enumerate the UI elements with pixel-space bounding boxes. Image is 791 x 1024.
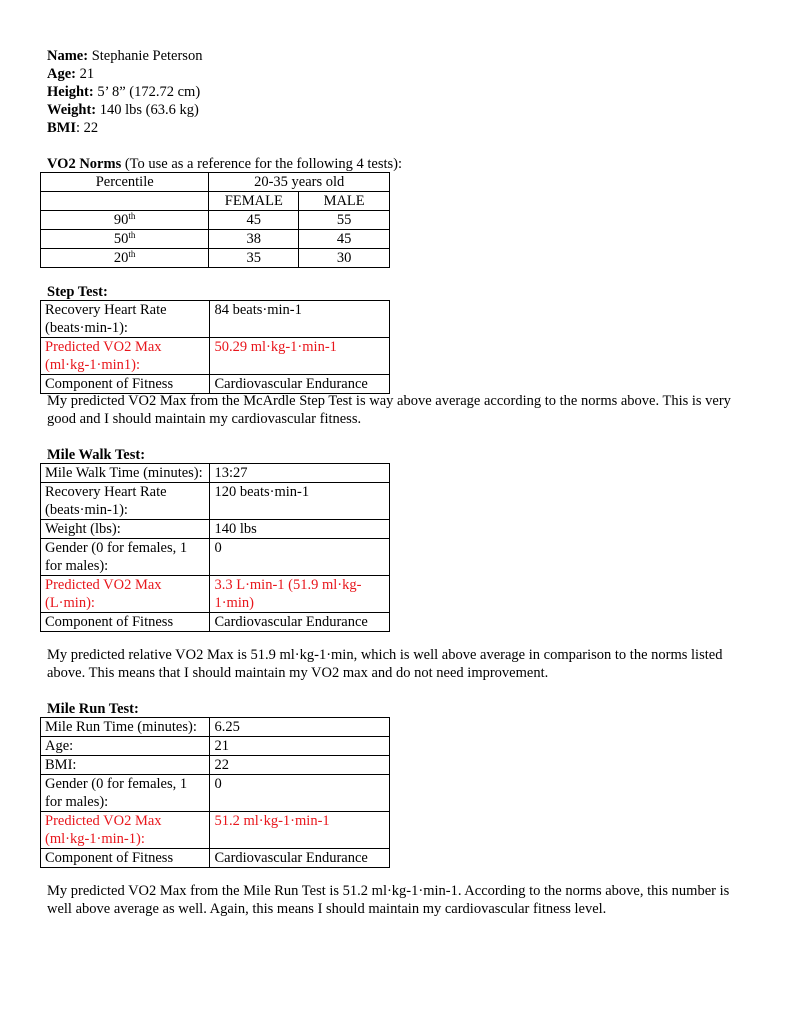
table-row [41, 756, 390, 775]
table-row [41, 483, 390, 520]
row-value: 21 [210, 737, 390, 756]
norms-col-percentile: Percentile [41, 173, 209, 192]
table-row [41, 520, 390, 539]
row-value: 3.3 L·min-1 (51.9 ml·kg-1·min) [210, 576, 390, 613]
step-test-table [40, 300, 390, 394]
row-value: 0 [210, 775, 390, 812]
mile-walk-summary: My predicted relative VO2 Max is 51.9 ml·kg-1·min, which is well above average in comparison to the norms listed above. This means that I should maintain my VO2 max and do not need improvement. [47, 647, 723, 681]
norms-row [41, 249, 390, 268]
name-label: Name: [47, 48, 89, 64]
mile-walk-heading-line [47, 446, 145, 464]
row-value: 84 beats·min-1 [210, 301, 390, 338]
row-label: Age: [41, 737, 210, 756]
mile-run-summary: My predicted VO2 Max from the Mile Run Test is 51.2 ml·kg-1·min-1. According to the norms above, this number is well above average as well. Again, this means I should maintain my cardiovascular fitness level. [47, 883, 730, 917]
norms-row [41, 230, 390, 249]
row-label: Component of Fitness [41, 613, 210, 632]
row-value: 50.29 ml·kg-1·min-1 [210, 338, 390, 375]
norms-heading-note: (To use as a reference for the following 4 tests): [124, 156, 403, 172]
age-label: Age: [47, 66, 76, 82]
norms-female-value: 45 [209, 211, 299, 230]
mile-walk-table [40, 463, 390, 632]
row-label: Mile Run Time (minutes): [41, 718, 210, 737]
height-line [47, 83, 200, 101]
age-value: 21 [79, 66, 95, 82]
age-line [47, 65, 94, 83]
norms-heading: VO2 Norms [47, 156, 122, 172]
name-line [47, 47, 202, 65]
norms-empty-cell [41, 192, 209, 211]
bmi-label: BMI [47, 120, 76, 136]
bmi-line [47, 119, 98, 137]
norms-col-age: 20-35 years old [209, 173, 390, 192]
row-label: Component of Fitness [41, 849, 210, 868]
mile-run-heading-line [47, 700, 139, 718]
norms-male-value: 45 [299, 230, 390, 249]
table-row [41, 539, 390, 576]
table-row [41, 775, 390, 812]
step-test-heading: Step Test: [47, 284, 108, 300]
norms-female-value: 38 [209, 230, 299, 249]
table-row [41, 849, 390, 868]
norms-heading-line [47, 155, 402, 173]
table-row [41, 812, 390, 849]
row-label: Mile Walk Time (minutes): [41, 464, 210, 483]
bmi-value: : 22 [76, 120, 99, 136]
row-value: Cardiovascular Endurance [210, 375, 390, 394]
row-value: 6.25 [210, 718, 390, 737]
norms-table [40, 172, 390, 268]
row-value: Cardiovascular Endurance [210, 613, 390, 632]
step-test-summary: My predicted VO2 Max from the McArdle Step Test is way above average according to the norms above. This is very good and I should maintain my cardiovascular fitness. [47, 393, 731, 427]
row-value: 0 [210, 539, 390, 576]
row-label: Gender (0 for females, 1 for males): [41, 539, 210, 576]
table-row [41, 718, 390, 737]
mile-run-heading: Mile Run Test: [47, 701, 139, 717]
norms-col-female: FEMALE [209, 192, 299, 211]
weight-label: Weight: [47, 102, 97, 118]
row-value: Cardiovascular Endurance [210, 849, 390, 868]
row-label: Recovery Heart Rate (beats·min-1): [41, 301, 210, 338]
row-value: 13:27 [210, 464, 390, 483]
row-label: Weight (lbs): [41, 520, 210, 539]
weight-line [47, 101, 199, 119]
height-value: 5’ 8” (172.72 cm) [97, 84, 201, 100]
norms-row [41, 211, 390, 230]
row-value: 22 [210, 756, 390, 775]
row-label: Recovery Heart Rate (beats·min-1): [41, 483, 210, 520]
row-value: 51.2 ml·kg-1·min-1 [210, 812, 390, 849]
row-label: Predicted VO2 Max (L·min): [41, 576, 210, 613]
table-row [41, 737, 390, 756]
row-value: 140 lbs [210, 520, 390, 539]
table-row [41, 576, 390, 613]
norms-percentile: 50th [41, 230, 209, 249]
weight-value: 140 lbs (63.6 kg) [99, 102, 199, 118]
height-label: Height: [47, 84, 94, 100]
row-label: BMI: [41, 756, 210, 775]
norms-male-value: 30 [299, 249, 390, 268]
norms-percentile: 90th [41, 211, 209, 230]
table-row [41, 375, 390, 394]
table-row [41, 464, 390, 483]
mile-run-table [40, 717, 390, 868]
mile-walk-heading: Mile Walk Test: [47, 447, 146, 463]
name-value: Stephanie Peterson [91, 48, 203, 64]
row-label: Component of Fitness [41, 375, 210, 394]
row-label: Gender (0 for females, 1 for males): [41, 775, 210, 812]
table-row [41, 301, 390, 338]
norms-percentile: 20th [41, 249, 209, 268]
table-row [41, 338, 390, 375]
row-value: 120 beats·min-1 [210, 483, 390, 520]
norms-female-value: 35 [209, 249, 299, 268]
step-test-heading-line [47, 283, 108, 301]
row-label: Predicted VO2 Max (ml·kg-1·min1): [41, 338, 210, 375]
norms-col-male: MALE [299, 192, 390, 211]
norms-male-value: 55 [299, 211, 390, 230]
row-label: Predicted VO2 Max (ml·kg-1·min-1): [41, 812, 210, 849]
table-row [41, 613, 390, 632]
